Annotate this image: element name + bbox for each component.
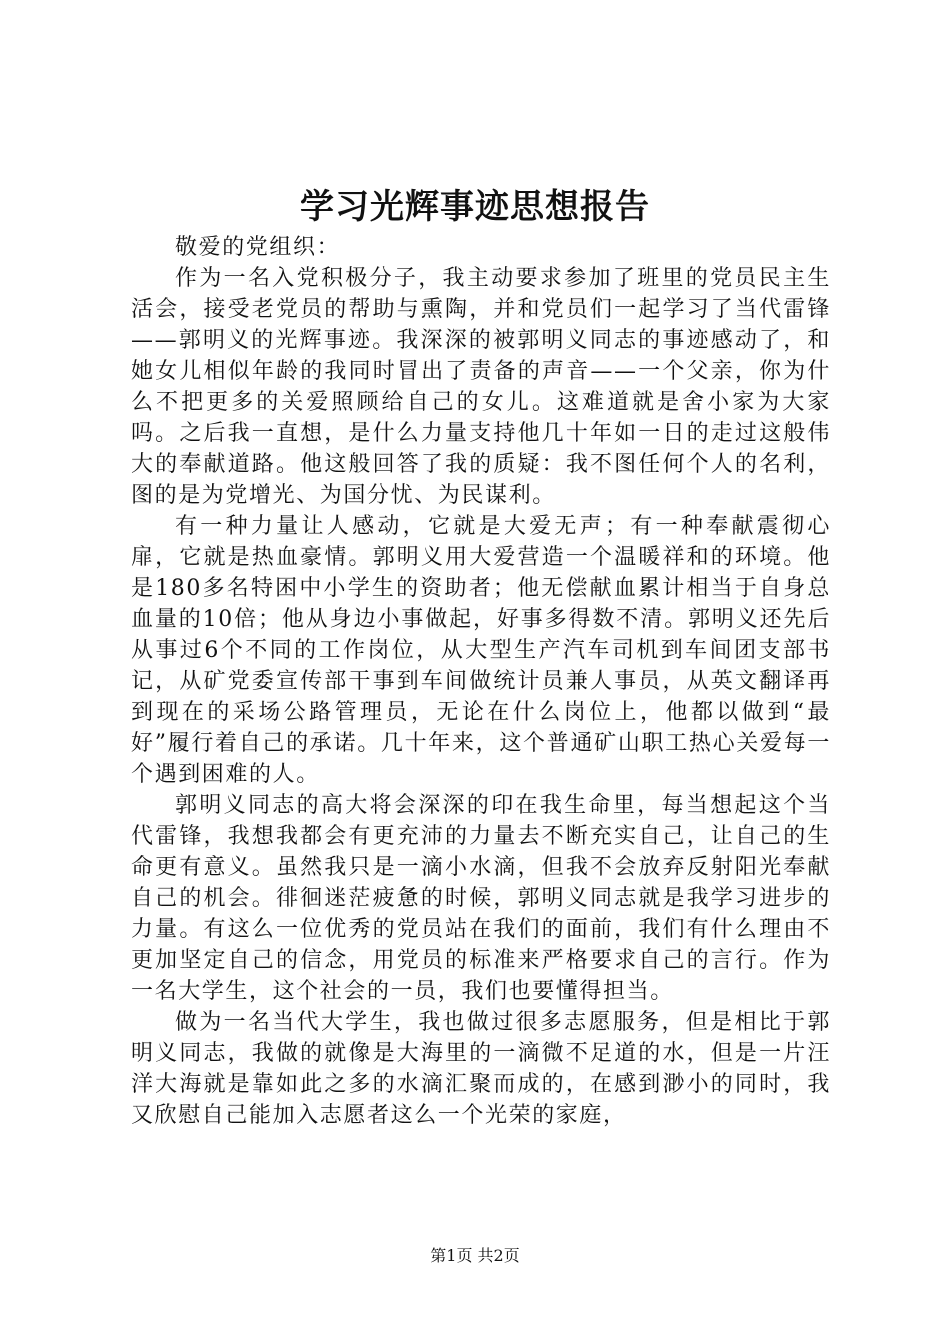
page-number-footer: 第1页 共2页 [430, 1246, 520, 1265]
paragraph-1: 作为一名入党积极分子，我主动要求参加了班里的党员民主生活会，接受老党员的帮助与熏陶，并和党员们一起学习了当代雷锋——郭明义的光辉事迹。我深深的被郭明义同志的事迹感动了，和她女儿相似年龄的我同时冒出了责备的声音——一个父亲，你为什么不把更多的关爱照顾给自己的女儿。这难道就是舍小家为大家吗。之后我一直想，是什么力量支持他几十年如一日的走过这般伟大的奉献道路。他这般回答了我的质疑：我不图任何个人的名利，图的是为党增光、为国分忧、为民谋利。 [131, 266, 831, 508]
document-body [131, 232, 831, 1131]
paragraph-4: 做为一名当代大学生，我也做过很多志愿服务，但是相比于郭明义同志，我做的就像是大海里的一滴微不足道的水，但是一片汪洋大海就是靠如此之多的水滴汇聚而成的，在感到渺小的同时，我又欣慰自己能加入志愿者这么一个光荣的家庭， [131, 1010, 831, 1128]
document-title: 学习光辉事迹思想报告 [300, 187, 650, 227]
greeting-line: 敬爱的党组织： [175, 235, 341, 260]
paragraph-2: 有一种力量让人感动，它就是大爱无声；有一种奉献震彻心扉，它就是热血豪情。郭明义用大爱营造一个温暖祥和的环境。他是180多名特困中小学生的资助者；他无偿献血累计相当于自身总血量的10倍；他从身边小事做起，好事多得数不清。郭明义还先后从事过6个不同的工作岗位，从大型生产汽车司机到车间团支部书记，从矿党委宣传部干事到车间做统计员兼人事员，从英文翻译再到现在的采场公路管理员，无论在什么岗位上，他都以做到“最好”履行着自己的承诺。几十年来，这个普通矿山职工热心关爱每一个遇到困难的人。 [131, 514, 831, 787]
paragraph-3: 郭明义同志的高大将会深深的印在我生命里，每当想起这个当代雷锋，我想我都会有更充沛的力量去不断充实自己，让自己的生命更有意义。虽然我只是一滴小水滴，但我不会放弃反射阳光奉献自己的机会。徘徊迷茫疲惫的时候，郭明义同志就是我学习进步的力量。有这么一位优秀的党员站在我们的面前，我们有什么理由不更加坚定自己的信念，用党员的标准来严格要求自己的言行。作为一名大学生，这个社会的一员，我们也要懂得担当。 [131, 793, 831, 1004]
